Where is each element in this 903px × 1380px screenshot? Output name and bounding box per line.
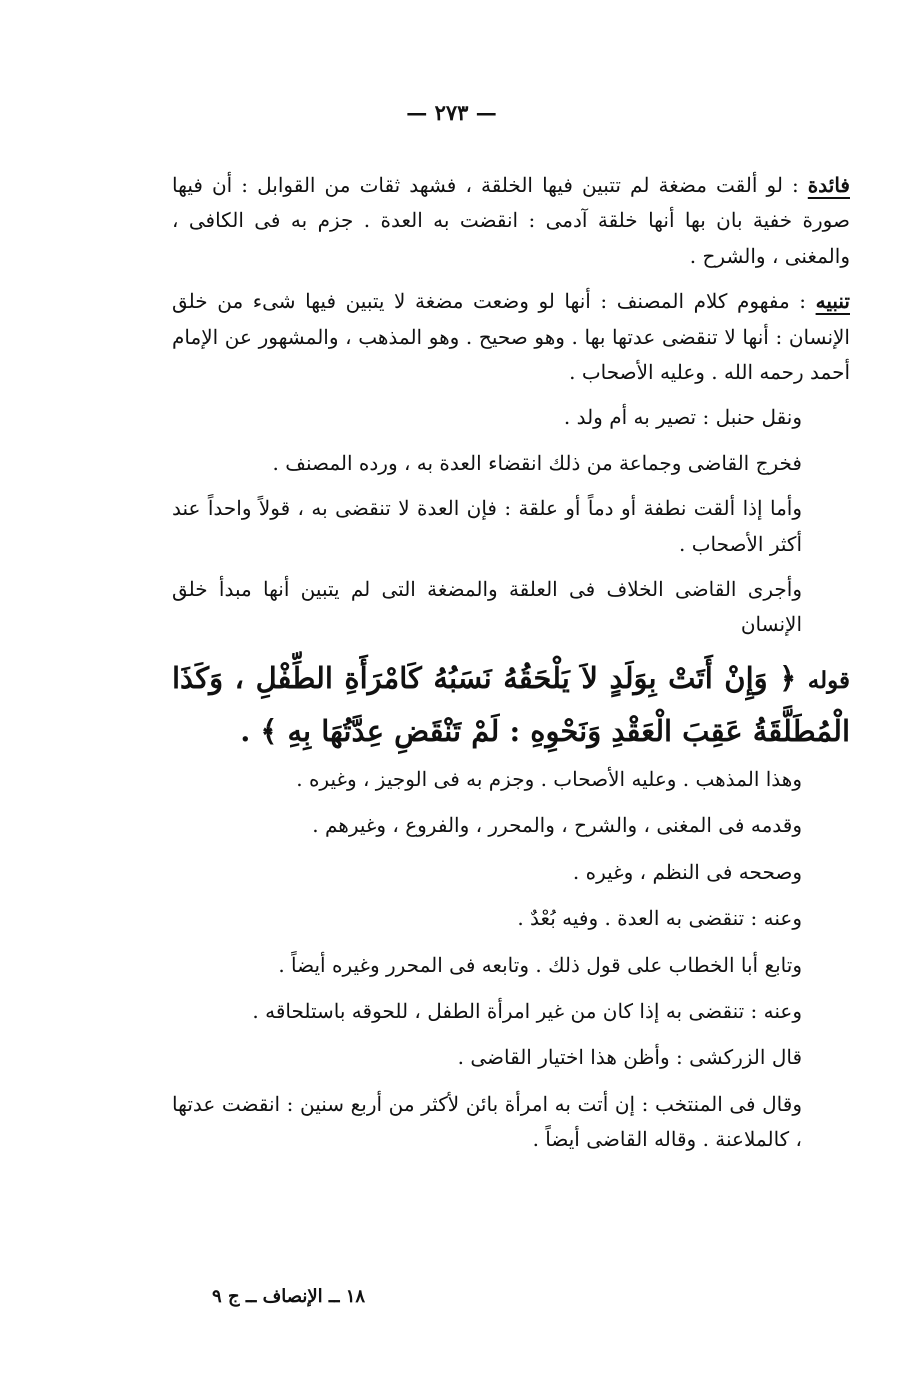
paragraph-qaddamahu: وقدمه فى المغنى ، والشرح ، والمحرر ، والفروع ، وغيرهم . [312, 813, 802, 838]
paragraph-anhu-1: وعنه : تنقضى به العدة . وفيه بُعْدٌ . [517, 906, 802, 931]
paragraph-qadi-takhrij: فخرج القاضى وجماعة من ذلك انقضاء العدة به ، ورده المصنف . [272, 450, 802, 475]
matn-quote [172, 653, 850, 756]
page-number: — ٢٧٣ — [406, 100, 497, 125]
paragraph-qadi-khilaf: وأجرى القاضى الخلاف فى العلقة والمضغة التى لم يتبين أنها مبدأ خلق الإنسان [172, 577, 802, 637]
paragraph-hanbal: ونقل حنبل : تصير به أم ولد . [563, 405, 802, 430]
matn-text: ﴿ وَإِنْ أَتَتْ بِوَلَدٍ لاَ يَلْحَقُهُ نَسَبُهُ كَامْرَأَةِ الطِّفْلِ ، وَكَذَا الْمُطَلَّقَةُ عَقِبَ الْعَقْدِ وَنَحْوِهِ : لَمْ تَنْقَضِ عِدَّتُهَا بِهِ ﴾ . [172, 660, 850, 748]
page-body [172, 168, 850, 1169]
faida-label: فائدة [807, 173, 850, 197]
note-paragraph-faida [172, 168, 850, 274]
matn-lead: قوله [807, 666, 850, 694]
paragraph-madhhab: وهذا المذهب . وعليه الأصحاب . وجزم به فى الوجيز ، وغيره . [296, 766, 802, 791]
faida-text: : لو ألقت مضغة لم تتبين فيها الخلقة ، فشهد ثقات من القوابل : أن فيها صورة خفية بان بها أنها خلقة آدمى : انقضت به العدة . جزم به فى الكافى ، والمغنى ، والشرح . [172, 173, 850, 268]
paragraph-anhu-2: وعنه : تنقضى به إذا كان من غير امرأة الطفل ، للحوقه باستلحاقه . [252, 998, 802, 1023]
paragraph-muntakhab: وقال فى المنتخب : إن أتت به امرأة بائن لأكثر من أربع سنين : انقضت عدتها ، كالملاعنة . وقاله القاضى أيضاً . [172, 1091, 802, 1152]
paragraph-nutfa: وأما إذا ألقت نطفة أو دماً أو علقة : فإن العدة لا تنقضى به ، قولاً واحداً عند أكثر الأصحاب . [172, 496, 802, 556]
paragraph-sahhahahu: وصححه فى النظم ، وغيره . [572, 859, 802, 884]
signature-mark: ١٨ ــ الإنصاف ــ ج ٩ [212, 1286, 366, 1307]
paragraph-taba: وتابع أبا الخطاب على قول ذلك . وتابعه فى المحرر وغيره أيضاً . [278, 952, 802, 977]
tanbih-label: تنبيه [815, 289, 850, 314]
paragraph-zarkashi: قال الزركشى : وأظن هذا اختيار القاضى . [457, 1045, 802, 1070]
tanbih-text: : مفهوم كلام المصنف : أنها لو وضعت مضغة لا يتبين فيها شىء من خلق الإنسان : أنها لا تنقضى عدتها بها . وهو صحيح . وهو المذهب ، والمشهور عن الإمام أحمد رحمه الله . وعليه الأصحاب . [172, 289, 850, 385]
note-paragraph-tanbih [172, 284, 850, 390]
